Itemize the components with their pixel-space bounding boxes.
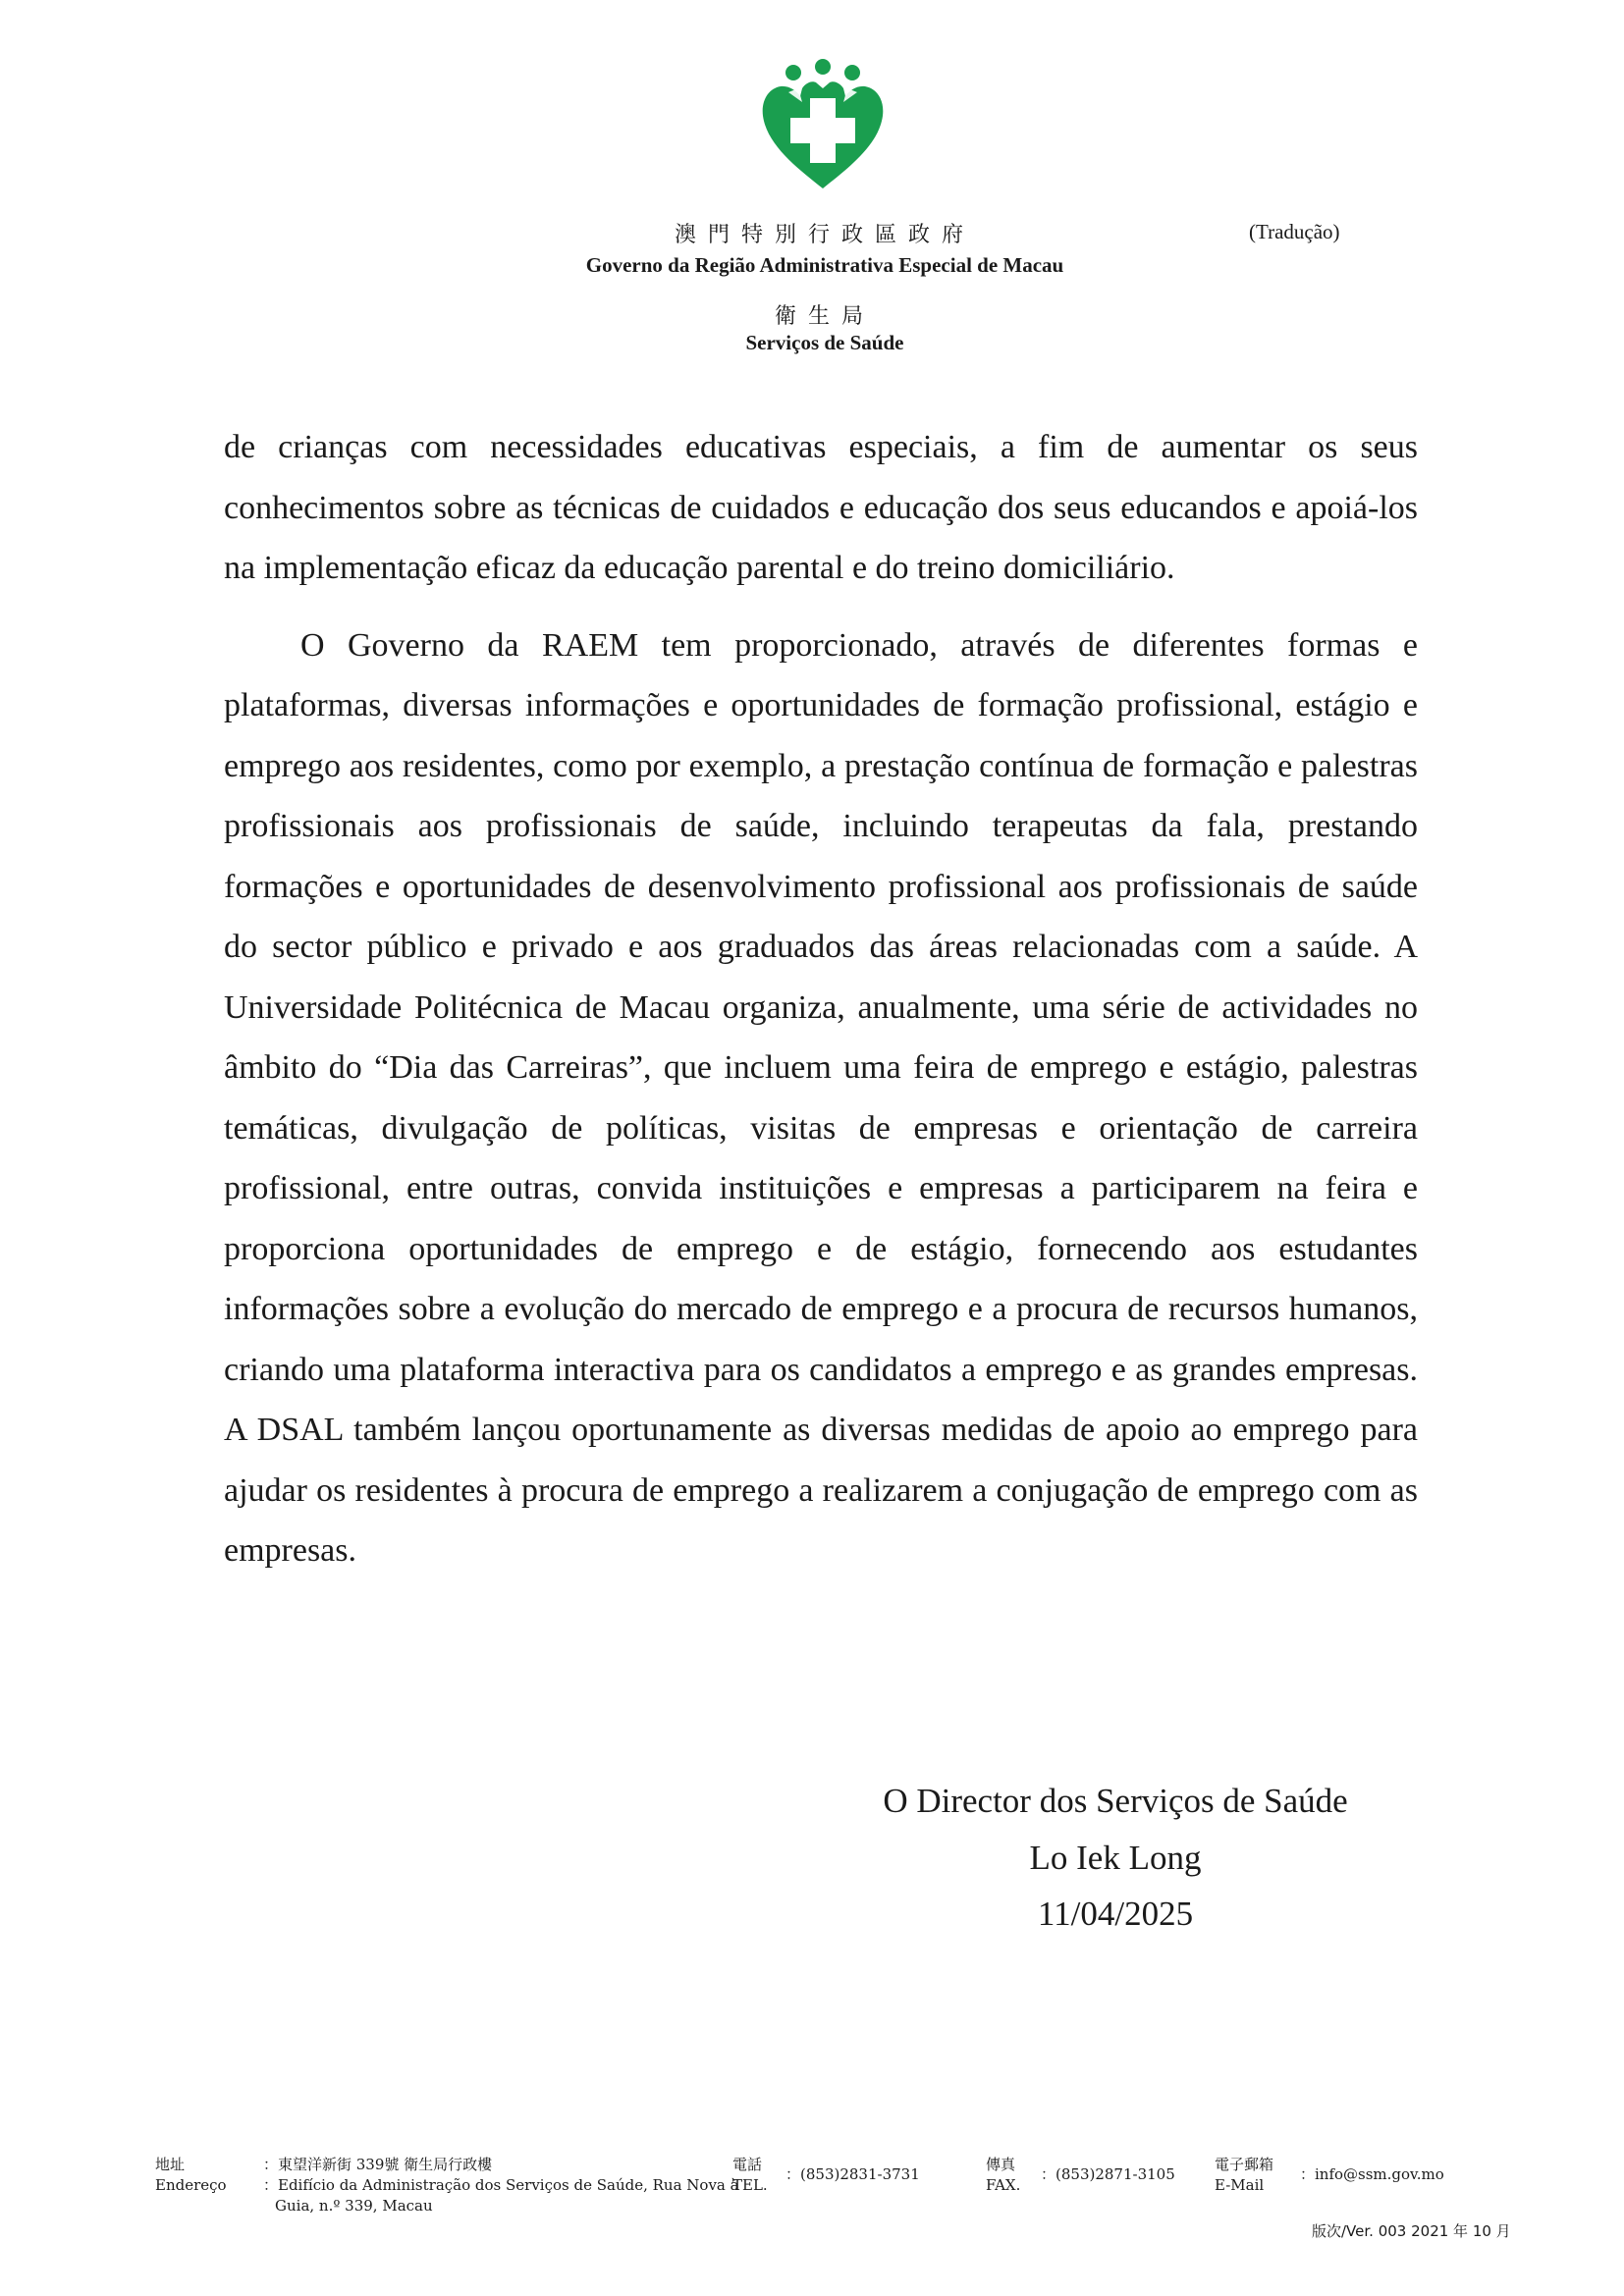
tel-label-pt: TEL.	[732, 2176, 768, 2194]
signatory-name: Lo Iek Long	[1029, 1839, 1202, 1877]
email-label-zh: 電子郵箱	[1215, 2156, 1274, 2173]
header-government-pt: Governo da Região Administrativa Especial de Macau	[585, 253, 1064, 277]
header-department-zh: 衛生局	[774, 304, 875, 329]
address-label-zh: 地址	[155, 2156, 186, 2173]
header-department-pt: Serviços de Saúde	[745, 331, 904, 354]
version-note: 版次/Ver. 003 2021 年 10 月	[1312, 2222, 1511, 2240]
email-label-pt: E-Mail	[1215, 2176, 1265, 2194]
paragraph-2: O Governo da RAEM tem proporcionado, através de diferentes formas e plataformas, diversas informações e oportunidades de formação profissional, estágio e emprego aos residentes, como por exemplo, a prestação contínua de formação e palestras profissionais aos profissionais de saúde, incluindo terapeutas da fala, prestando formações e oportunidades de desenvolvimento profissional aos profissionais de saúde do sector público e privado e aos graduados das áreas relacionadas com a saúde. A Universidade Politécnica de Macau organiza, anualmente, uma série de actividades no âmbito do “Dia das Carreiras”, que incluem uma feira de emprego e estágio, palestras temáticas, divulgação de políticas, visitas de empresas e orientação de carreira profissional, entre outras, convida instituições e empresas a participarem na feira e proporciona oportunidades de emprego e de estágio, fornecendo aos estudantes informações sobre a evolução do mercado de emprego e a procura de recursos humanos, criando uma plataforma interactiva para os candidatos a emprego e as grandes empresas. A DSAL também lançou oportunamente as diversas medidas de apoio ao emprego para ajudar os residentes à procura de emprego a realizarem a conjugação de emprego com as empresas.	[224, 626, 1418, 1569]
translation-note: (Tradução)	[1249, 220, 1340, 243]
signatory-title: O Director dos Serviços de Saúde	[883, 1782, 1348, 1820]
fax-number: ：(853)2871-3105	[1041, 2165, 1175, 2183]
letter-body	[224, 417, 1418, 1581]
fax-label-zh: 傳真	[986, 2156, 1016, 2173]
tel-label-zh: 電話	[732, 2156, 763, 2173]
email-address[interactable]: ：info@ssm.gov.mo	[1300, 2165, 1444, 2183]
fax-label-pt: FAX.	[986, 2176, 1021, 2194]
address-pt-line1: ：Edifício da Administração dos Serviços de Saúde, Rua Nova à	[263, 2176, 739, 2194]
letter-date: 11/04/2025	[1037, 1895, 1194, 1933]
header-government-zh: 澳門特別行政區政府	[674, 223, 975, 247]
health-services-logo	[759, 59, 887, 191]
address-zh: ：東望洋新街 339號 衛生局行政樓	[263, 2156, 493, 2173]
address-pt-line2: Guia, n.º 339, Macau	[275, 2197, 433, 2215]
address-label-pt: Endereço	[155, 2176, 227, 2194]
paragraph-1: de crianças com necessidades educativas especiais, a fim de aumentar os seus conhecimentos sobre as técnicas de cuidados e educação dos seus educandos e apoiá-los na implementação eficaz da educação parental e do treino domiciliário.	[224, 429, 1418, 586]
tel-number: ：(853)2831-3731	[785, 2165, 920, 2183]
